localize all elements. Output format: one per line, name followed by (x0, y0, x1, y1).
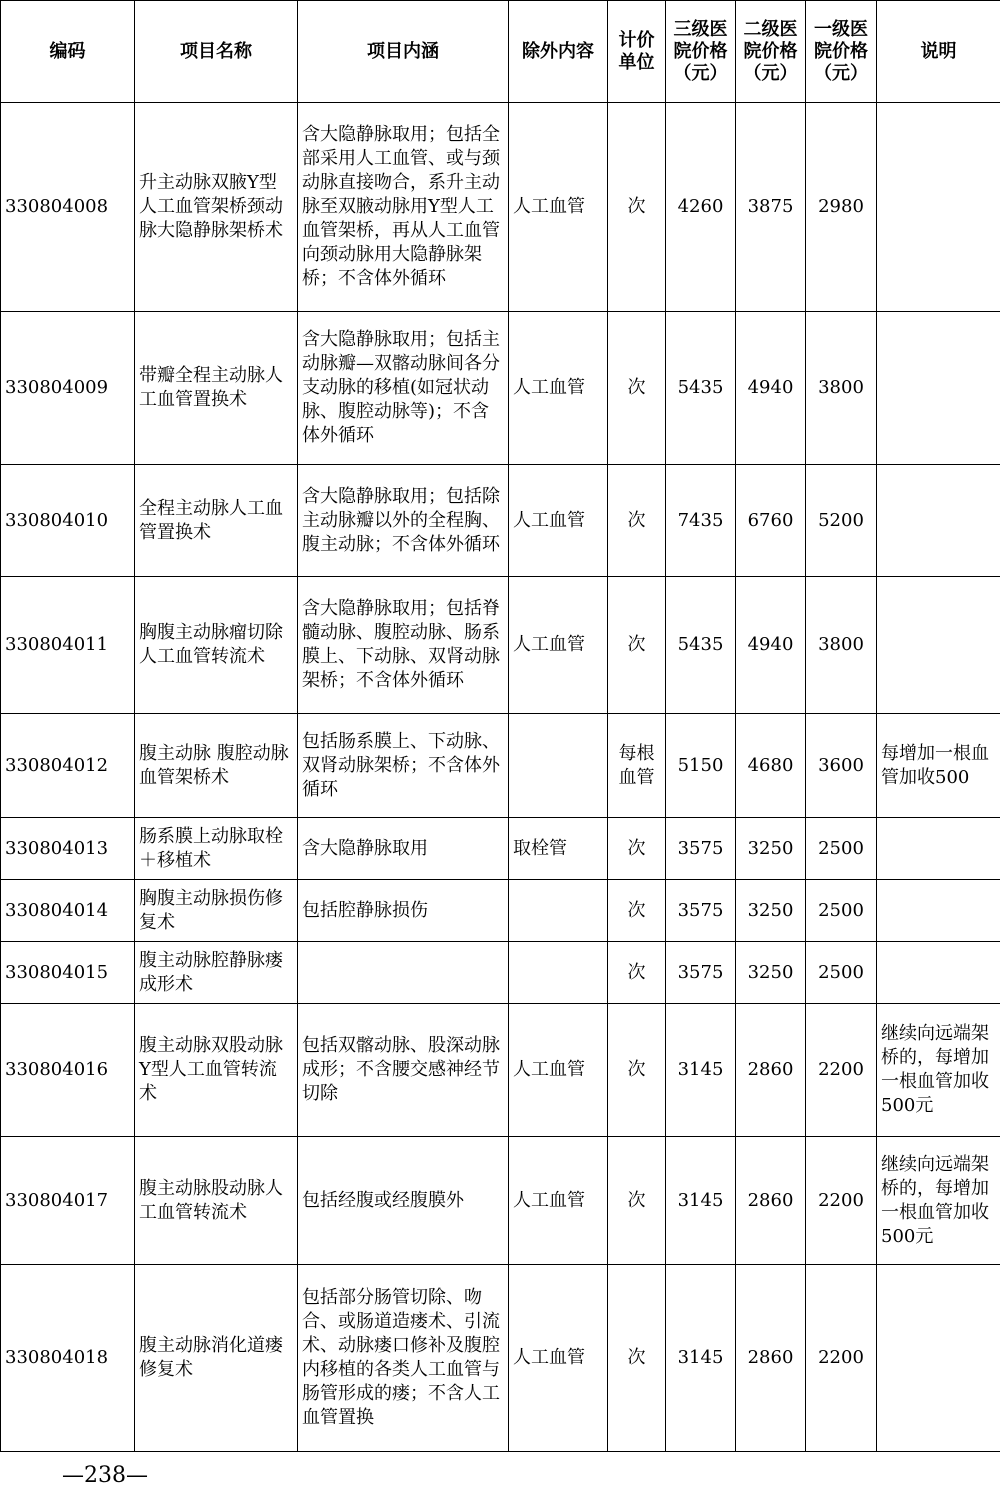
cell-code: 330804016 (1, 1004, 135, 1137)
cell-price2: 6760 (736, 465, 806, 577)
cell-excluded: 人工血管 (509, 465, 608, 577)
page-number: —238— (62, 1463, 148, 1488)
cell-price3: 3145 (666, 1265, 736, 1452)
cell-price2: 4680 (736, 714, 806, 818)
cell-excluded (509, 880, 608, 942)
cell-price3: 3145 (666, 1137, 736, 1265)
cell-note: 继续向远端架桥的，每增加一根血管加收500元 (877, 1004, 1000, 1137)
header-unit: 计价单位 (608, 1, 666, 103)
cell-code: 330804014 (1, 880, 135, 942)
cell-name: 腹主动脉消化道瘘修复术 (135, 1265, 298, 1452)
header-name: 项目名称 (135, 1, 298, 103)
cell-note (877, 312, 1000, 465)
cell-note (877, 880, 1000, 942)
cell-price3: 7435 (666, 465, 736, 577)
cell-note: 每增加一根血管加收500 (877, 714, 1000, 818)
cell-unit: 次 (608, 103, 666, 312)
cell-code: 330804015 (1, 942, 135, 1004)
cell-price3: 5150 (666, 714, 736, 818)
cell-unit: 次 (608, 1004, 666, 1137)
table-row (1, 465, 1000, 577)
cell-price1: 2980 (806, 103, 877, 312)
cell-price3: 5435 (666, 312, 736, 465)
header-row (1, 1, 1000, 103)
cell-excluded: 人工血管 (509, 577, 608, 714)
cell-content: 包括双髂动脉、股深动脉成形；不含腰交感神经节切除 (298, 1004, 509, 1137)
header-content: 项目内涵 (298, 1, 509, 103)
cell-price1: 2500 (806, 818, 877, 880)
cell-excluded (509, 942, 608, 1004)
cell-content: 含大隐静脉取用；包括主动脉瓣—双髂动脉间各分支动脉的移植(如冠状动脉、腹腔动脉等)；不含体外循环 (298, 312, 509, 465)
cell-price2: 3250 (736, 880, 806, 942)
cell-excluded (509, 714, 608, 818)
table-row (1, 942, 1000, 1004)
cell-name: 升主动脉双腋Y型人工血管架桥颈动脉大隐静脉架桥术 (135, 103, 298, 312)
cell-price3: 4260 (666, 103, 736, 312)
cell-price3: 3575 (666, 942, 736, 1004)
table-row (1, 1265, 1000, 1452)
cell-content: 含大隐静脉取用；包括脊髓动脉、腹腔动脉、肠系膜上、下动脉、双肾动脉架桥；不含体外循环 (298, 577, 509, 714)
cell-code: 330804018 (1, 1265, 135, 1452)
table-row (1, 577, 1000, 714)
cell-price1: 2500 (806, 942, 877, 1004)
cell-unit: 次 (608, 818, 666, 880)
table-row (1, 1004, 1000, 1137)
header-price2: 二级医院价格（元） (736, 1, 806, 103)
table-row (1, 312, 1000, 465)
cell-price1: 2200 (806, 1265, 877, 1452)
cell-note (877, 1265, 1000, 1452)
cell-content (298, 942, 509, 1004)
cell-unit: 次 (608, 465, 666, 577)
cell-price3: 5435 (666, 577, 736, 714)
header-code: 编码 (1, 1, 135, 103)
cell-code: 330804013 (1, 818, 135, 880)
cell-code: 330804010 (1, 465, 135, 577)
cell-excluded: 人工血管 (509, 103, 608, 312)
cell-name: 肠系膜上动脉取栓＋移植术 (135, 818, 298, 880)
cell-price1: 3800 (806, 577, 877, 714)
cell-price2: 2860 (736, 1004, 806, 1137)
cell-note (877, 818, 1000, 880)
cell-price3: 3575 (666, 880, 736, 942)
cell-name: 腹主动脉双股动脉Y型人工血管转流术 (135, 1004, 298, 1137)
cell-excluded: 人工血管 (509, 1004, 608, 1137)
cell-name: 腹主动脉腔静脉瘘成形术 (135, 942, 298, 1004)
cell-excluded: 人工血管 (509, 312, 608, 465)
cell-content: 包括经腹或经腹膜外 (298, 1137, 509, 1265)
cell-price1: 2200 (806, 1137, 877, 1265)
cell-content: 包括部分肠管切除、吻合、或肠道造瘘术、引流术、动脉瘘口修补及腹腔内移植的各类人工血管与肠管形成的瘘；不含人工血管置换 (298, 1265, 509, 1452)
cell-code: 330804008 (1, 103, 135, 312)
cell-unit: 次 (608, 312, 666, 465)
cell-price2: 4940 (736, 577, 806, 714)
cell-price1: 5200 (806, 465, 877, 577)
table-row (1, 103, 1000, 312)
cell-price1: 3800 (806, 312, 877, 465)
cell-unit: 次 (608, 942, 666, 1004)
cell-unit: 次 (608, 1265, 666, 1452)
cell-content: 含大隐静脉取用 (298, 818, 509, 880)
cell-price1: 3600 (806, 714, 877, 818)
cell-price2: 3250 (736, 818, 806, 880)
cell-price2: 2860 (736, 1265, 806, 1452)
cell-unit: 次 (608, 880, 666, 942)
cell-note (877, 577, 1000, 714)
header-price3: 三级医院价格（元） (666, 1, 736, 103)
cell-excluded: 人工血管 (509, 1265, 608, 1452)
table-row (1, 1137, 1000, 1265)
table-row (1, 880, 1000, 942)
cell-name: 腹主动脉 腹腔动脉血管架桥术 (135, 714, 298, 818)
cell-note (877, 103, 1000, 312)
cell-unit: 每根血管 (608, 714, 666, 818)
cell-content: 包括腔静脉损伤 (298, 880, 509, 942)
cell-price1: 2200 (806, 1004, 877, 1137)
cell-content: 包括肠系膜上、下动脉、双肾动脉架桥；不含体外循环 (298, 714, 509, 818)
cell-price3: 3575 (666, 818, 736, 880)
cell-price1: 2500 (806, 880, 877, 942)
cell-name: 全程主动脉人工血管置换术 (135, 465, 298, 577)
table-row (1, 818, 1000, 880)
cell-code: 330804012 (1, 714, 135, 818)
cell-note: 继续向远端架桥的，每增加一根血管加收500元 (877, 1137, 1000, 1265)
cell-price2: 4940 (736, 312, 806, 465)
header-price1: 一级医院价格（元） (806, 1, 877, 103)
cell-price2: 3250 (736, 942, 806, 1004)
cell-code: 330804011 (1, 577, 135, 714)
cell-name: 胸腹主动脉损伤修复术 (135, 880, 298, 942)
cell-name: 带瓣全程主动脉人工血管置换术 (135, 312, 298, 465)
cell-code: 330804017 (1, 1137, 135, 1265)
cell-price2: 2860 (736, 1137, 806, 1265)
cell-note (877, 942, 1000, 1004)
cell-name: 腹主动脉股动脉人工血管转流术 (135, 1137, 298, 1265)
cell-excluded: 人工血管 (509, 1137, 608, 1265)
cell-note (877, 465, 1000, 577)
cell-content: 含大隐静脉取用；包括全部采用人工血管、或与颈动脉直接吻合，系升主动脉至双腋动脉用Y型人工血管架桥，再从人工血管向颈动脉用大隐静脉架桥；不含体外循环 (298, 103, 509, 312)
cell-name: 胸腹主动脉瘤切除人工血管转流术 (135, 577, 298, 714)
cell-unit: 次 (608, 1137, 666, 1265)
header-note: 说明 (877, 1, 1000, 103)
table-row (1, 714, 1000, 818)
cell-excluded: 取栓管 (509, 818, 608, 880)
cell-code: 330804009 (1, 312, 135, 465)
cell-unit: 次 (608, 577, 666, 714)
cell-price2: 3875 (736, 103, 806, 312)
cell-price3: 3145 (666, 1004, 736, 1137)
cell-content: 含大隐静脉取用；包括除主动脉瓣以外的全程胸、腹主动脉；不含体外循环 (298, 465, 509, 577)
header-excluded: 除外内容 (509, 1, 608, 103)
